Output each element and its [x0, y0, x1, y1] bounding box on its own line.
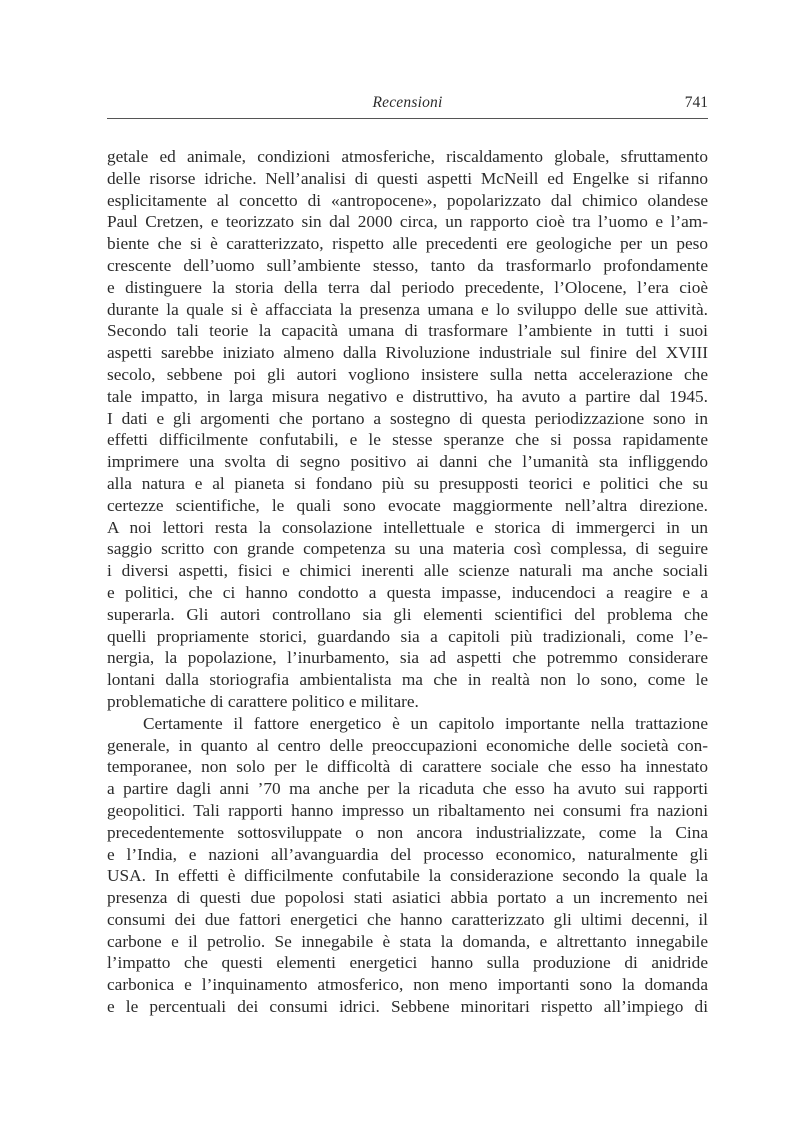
text-line: temporanee, non solo per le difficoltà di carattere sociale che esso ha innestato: [107, 757, 708, 777]
text-line: effetti difficilmente confutabili, e le stesse speranze che si possa rapidamente: [107, 430, 708, 450]
text-line: esplicitamente al concetto di «antropocene», popolarizzato dal chimico olandese: [107, 190, 708, 210]
text-line: precedentemente sottosviluppate o non ancora industrializzate, come la Cina: [107, 822, 708, 842]
text-line: a partire dagli anni ’70 ma anche per la ricaduta che esso ha avuto sui rapporti: [107, 779, 708, 799]
text-line: I dati e gli argomenti che portano a sostegno di questa periodizzazione sono in: [107, 408, 708, 428]
text-line: i diversi aspetti, fisici e chimici inerenti alle scienze naturali ma anche sociali: [107, 561, 708, 581]
text-line: e le percentuali dei consumi idrici. Sebbene minoritari rispetto all’impiego di: [107, 997, 708, 1017]
page-number: 741: [684, 94, 708, 111]
text-line: presenza di questi due popolosi stati asiatici abbia portato a un incremento nei: [107, 888, 708, 908]
running-header-title: Recensioni: [372, 94, 443, 111]
text-line: certezze scientifiche, le quali sono evocate maggiormente nell’altra direzione.: [107, 495, 708, 515]
paragraph: [107, 146, 708, 713]
text-line: lontani dalla storiografia ambientalista ma che in realtà non lo sono, come le: [107, 670, 708, 690]
text-line: durante la quale si è affacciata la presenza umana e lo sviluppo delle sue attività.: [107, 299, 708, 319]
text-line: e politici, che ci hanno condotto a questa impasse, inducendoci a reagire e a: [107, 582, 708, 602]
text-line: crescente dell’uomo sull’ambiente stesso, tanto da trasformarlo profondamente: [107, 255, 708, 275]
text-line: Certamente il fattore energetico è un capitolo importante nella trattazione: [143, 713, 708, 733]
text-line: Paul Cretzen, e teorizzato sin dal 2000 circa, un rapporto cioè tra l’uomo e l’am-: [107, 212, 708, 232]
text-line: Secondo tali teorie la capacità umana di trasformare l’ambiente in tutti i suoi: [107, 321, 708, 341]
text-line: consumi dei due fattori energetici che hanno caratterizzato gli ultimi decenni, il: [107, 909, 708, 929]
text-line: l’impatto che questi elementi energetici hanno sulla produzione di anidride: [107, 953, 708, 973]
body-text: [107, 146, 708, 1018]
paragraph: [107, 713, 708, 1018]
text-line: carbone e il petrolio. Se innegabile è stata la domanda, e altrettanto innegabile: [107, 931, 708, 951]
text-line: aspetti sarebbe iniziato almeno dalla Rivoluzione industriale sul finire del XVIII: [107, 343, 708, 363]
text-line: superarla. Gli autori controllano sia gli elementi scientifici del problema che: [107, 604, 708, 624]
text-line: quelli propriamente storici, guardando sia a capitoli più tradizionali, come l’e-: [107, 626, 708, 646]
text-line: imprimere una svolta di segno positivo ai danni che l’umanità sta infliggendo: [107, 452, 708, 472]
text-line: generale, in quanto al centro delle preoccupazioni economiche delle società con-: [107, 735, 708, 755]
text-line: e distinguere la storia della terra dal periodo precedente, l’Olocene, l’era cioè: [107, 277, 708, 297]
text-line: tale impatto, in larga misura negativo e distruttivo, ha avuto a partire dal 1945.: [107, 386, 708, 406]
running-header: [107, 94, 708, 118]
text-line: A noi lettori resta la consolazione intellettuale e storica di immergerci in un: [107, 517, 708, 537]
text-line: alla natura e al pianeta si fondano più su presupposti teorici e politici che su: [107, 473, 708, 493]
text-line: carbonica e l’inquinamento atmosferico, non meno importanti sono la domanda: [107, 975, 708, 995]
text-line: biente che si è caratterizzato, rispetto alle precedenti ere geologiche per un peso: [107, 234, 708, 254]
text-line: delle risorse idriche. Nell’analisi di questi aspetti McNeill ed Engelke si rifanno: [107, 168, 708, 188]
text-line: nergia, la popolazione, l’inurbamento, sia ad aspetti che potremmo considerare: [107, 648, 708, 668]
text-line: USA. In effetti è difficilmente confutabile la considerazione secondo la quale la: [107, 866, 708, 886]
text-line: e l’India, e nazioni all’avanguardia del processo economico, naturalmente gli: [107, 844, 708, 864]
text-line: problematiche di carattere politico e militare.: [107, 691, 419, 711]
header-rule: [107, 118, 708, 119]
text-line: secolo, sebbene poi gli autori vogliono insistere sulla netta accelerazione che: [107, 364, 708, 384]
text-line: saggio scritto con grande competenza su una materia così complessa, di seguire: [107, 539, 708, 559]
text-line: getale ed animale, condizioni atmosferiche, riscaldamento globale, sfruttamento: [107, 147, 708, 166]
text-line: geopolitici. Tali rapporti hanno impresso un ribaltamento nei consumi fra nazioni: [107, 800, 708, 820]
